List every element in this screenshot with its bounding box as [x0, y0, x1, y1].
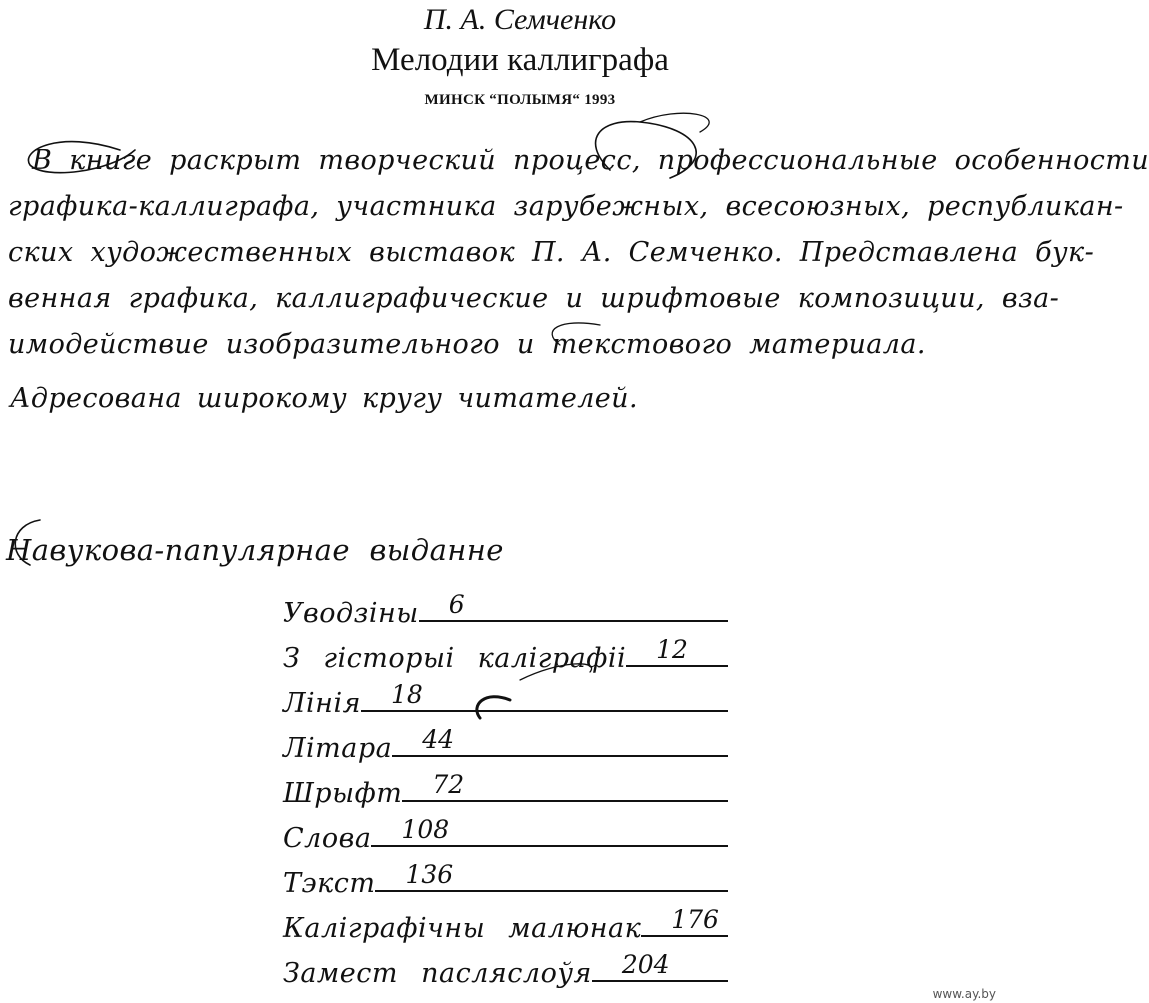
- description-line: графика-каллиграфа, участника зарубежных, всесоюзных, республикан-: [8, 191, 1124, 222]
- book-title: Мелодии каллиграфа: [371, 42, 669, 78]
- toc-entry-page: 12: [656, 635, 688, 664]
- toc-entry: [283, 815, 728, 860]
- author-name: П. А. Семченко: [423, 3, 617, 36]
- toc-leader-line: [402, 770, 728, 802]
- description-line: ских художественных выставок П. А. Семченко. Представлена бук-: [8, 237, 1095, 268]
- toc-entry: [283, 635, 728, 680]
- toc-entry-title: Літара: [283, 733, 393, 764]
- toc-entry-title: Тэкст: [283, 868, 376, 899]
- toc-entry: [283, 590, 728, 635]
- toc-entry: [283, 680, 728, 725]
- toc-entry-page: 6: [448, 590, 465, 619]
- description-line: В книге раскрыт творческий процесс, профессиональные особенности: [32, 145, 1149, 176]
- toc-leader-line: [375, 860, 728, 892]
- edition-type: Навукова-папулярнае выданне: [6, 533, 504, 567]
- table-of-contents: [283, 590, 728, 995]
- toc-entry-page: 136: [405, 860, 454, 889]
- toc-entry-page: 18: [390, 680, 423, 709]
- toc-entry-title: Шрыфт: [283, 778, 403, 809]
- toc-entry-title: Каліграфічны малюнак: [283, 913, 642, 944]
- toc-entry: [283, 950, 728, 995]
- description-line: венная графика, каллиграфические и шрифтовые композиции, вза-: [8, 283, 1060, 314]
- publisher-imprint: МИНСК “ПОЛЫМЯ“ 1993: [424, 92, 616, 108]
- flourish-swirl-top: [640, 113, 709, 132]
- toc-entry-page: 204: [621, 950, 670, 979]
- toc-leader-line: [419, 590, 728, 622]
- toc-entry-page: 44: [422, 725, 455, 754]
- audience-note: Адресована широкому кругу читателей.: [10, 383, 638, 414]
- toc-leader-line: [626, 635, 728, 667]
- book-description: [8, 138, 1149, 368]
- toc-entry: [283, 725, 728, 770]
- toc-entry-title: Слова: [283, 823, 372, 854]
- watermark-text: www.ay.by: [932, 987, 996, 1001]
- toc-leader-line: [641, 905, 728, 937]
- toc-leader-line: [392, 725, 728, 757]
- toc-entry-page: 176: [671, 905, 719, 934]
- toc-entry-title: З гісторыі каліграфіі: [283, 643, 627, 674]
- toc-entry-page: 72: [432, 770, 465, 799]
- toc-entry-page: 108: [401, 815, 450, 844]
- toc-entry-title: Уводзіны: [283, 598, 419, 629]
- toc-entry: [283, 905, 728, 950]
- toc-entry-title: Лінія: [283, 688, 361, 719]
- toc-entry: [283, 860, 728, 905]
- toc-entry: [283, 770, 728, 815]
- toc-leader-line: [592, 950, 728, 982]
- toc-entry-title: Замест пасляслоўя: [283, 958, 592, 989]
- book-header: [0, 2, 1000, 109]
- toc-leader-line: [361, 680, 728, 712]
- toc-leader-line: [371, 815, 728, 847]
- description-line: имодействие изобразительного и текстового материала.: [8, 329, 926, 360]
